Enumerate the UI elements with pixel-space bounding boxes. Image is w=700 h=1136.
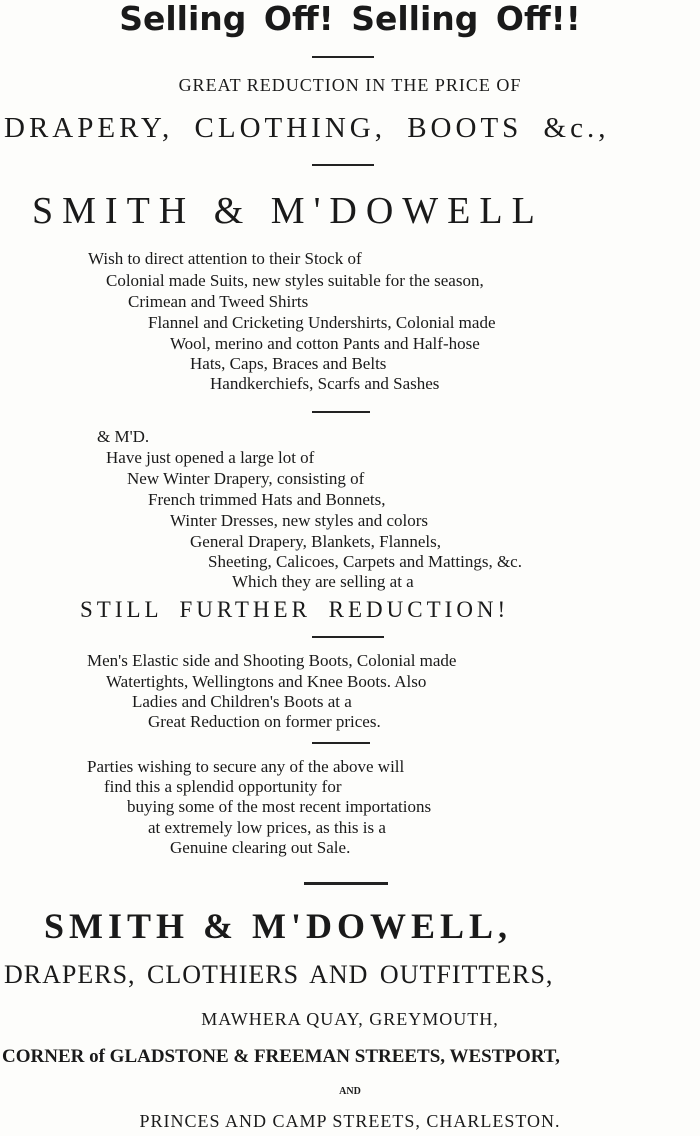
address-charleston: PRINCES AND CAMP STREETS, CHARLESTON.	[139, 1111, 561, 1131]
list-item: Men's Elastic side and Shooting Boots, Colonial made	[87, 651, 457, 670]
list-item: Ladies and Children's Boots at a	[132, 692, 352, 711]
list-item: & M'D.	[97, 427, 150, 446]
address-westport: CORNER of GLADSTONE & FREEMAN STREETS, WESTPORT,	[2, 1046, 560, 1067]
list-item: General Drapery, Blankets, Flannels,	[190, 532, 441, 551]
list-item: Sheeting, Calicoes, Carpets and Mattings, &c.	[208, 552, 522, 571]
reduction-banner: STILL FURTHER REDUCTION!	[80, 597, 510, 622]
list-item: Genuine clearing out Sale.	[170, 838, 351, 857]
list-item: Which they are selling at a	[232, 572, 414, 591]
list-item: Flannel and Cricketing Undershirts, Colonial made	[148, 313, 496, 332]
divider-rule	[312, 164, 374, 166]
firm-name-footer: SMITH & M'DOWELL,	[44, 906, 513, 946]
and-text: AND	[339, 1086, 361, 1097]
address-greymouth: MAWHERA QUAY, GREYMOUTH,	[201, 1009, 499, 1029]
divider-rule	[312, 411, 370, 413]
list-item: buying some of the most recent importations	[127, 797, 432, 816]
list-item: Colonial made Suits, new styles suitable for the season,	[106, 271, 484, 290]
goods-line: DRAPERY, CLOTHING, BOOTS &c.,	[4, 112, 610, 144]
list-item: Crimean and Tweed Shirts	[128, 292, 309, 311]
list-item: Watertights, Wellingtons and Knee Boots. Also	[106, 672, 427, 691]
list-item: Wish to direct attention to their Stock of	[88, 249, 362, 268]
divider-rule	[312, 56, 374, 58]
subhead: GREAT REDUCTION IN THE PRICE OF	[178, 75, 522, 95]
list-item: Hats, Caps, Braces and Belts	[190, 354, 387, 373]
divider-rule	[312, 742, 370, 744]
list-item: find this a splendid opportunity for	[104, 777, 342, 796]
headline: Selling Off! Selling Off!!	[119, 0, 581, 38]
firm-name-top: SMITH & M'DOWELL	[32, 190, 544, 232]
list-item: Great Reduction on former prices.	[148, 712, 381, 731]
list-item: Wool, merino and cotton Pants and Half-hose	[170, 334, 480, 353]
list-item: Winter Dresses, new styles and colors	[170, 511, 429, 530]
divider-rule	[312, 636, 384, 638]
divider-rule	[304, 882, 388, 885]
list-item: French trimmed Hats and Bonnets,	[148, 490, 386, 509]
list-item: Handkerchiefs, Scarfs and Sashes	[210, 374, 440, 393]
list-item: Have just opened a large lot of	[106, 448, 315, 467]
list-item: at extremely low prices, as this is a	[148, 818, 386, 837]
list-item: Parties wishing to secure any of the above will	[87, 757, 405, 776]
list-item: New Winter Drapery, consisting of	[127, 469, 365, 488]
trade-line: DRAPERS, CLOTHIERS AND OUTFITTERS,	[4, 960, 554, 989]
